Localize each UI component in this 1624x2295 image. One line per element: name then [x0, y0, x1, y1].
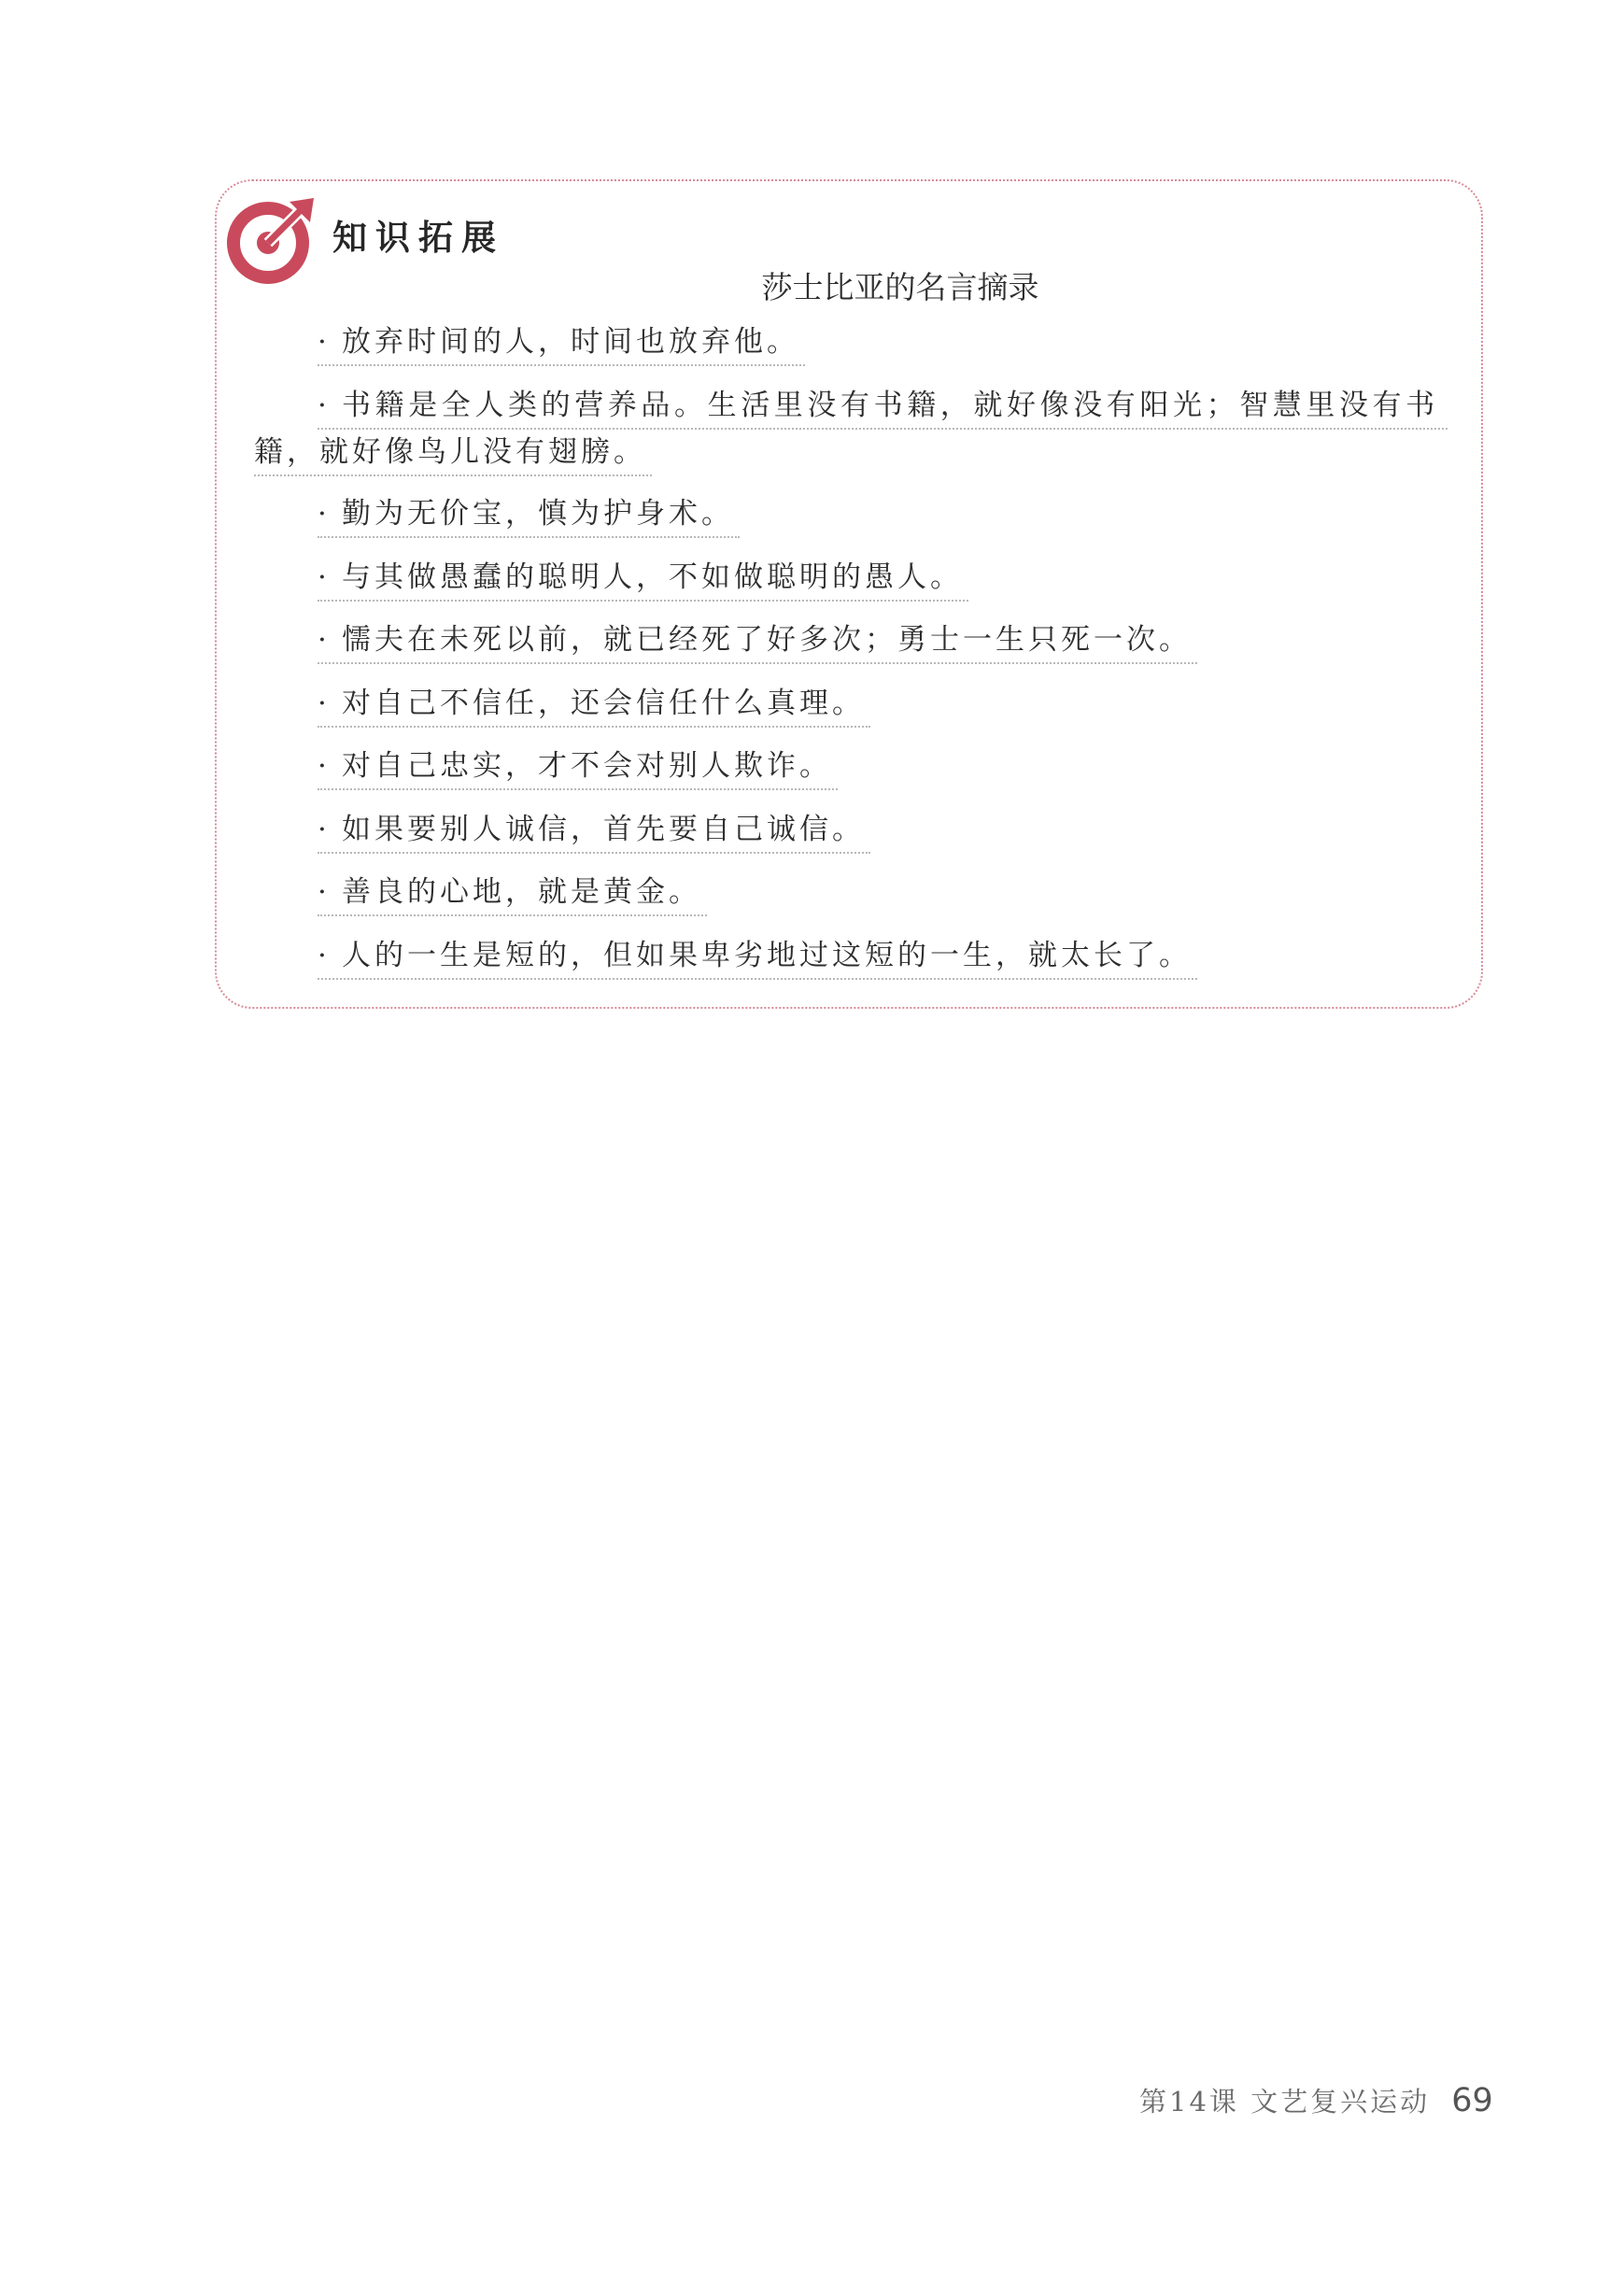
- bullet: ·: [318, 939, 331, 972]
- section-title: 知识拓展: [332, 218, 504, 258]
- bullet: ·: [318, 497, 331, 531]
- quote-text: 与其做愚蠢的聪明人，不如做聪明的愚人。: [342, 560, 963, 594]
- footer-lesson-title: 第14课 文艺复兴运动: [1139, 2086, 1431, 2118]
- quote-item: [318, 617, 1197, 664]
- quote-item: [254, 383, 1447, 476]
- quote-item: [318, 870, 707, 916]
- quote-item: [318, 491, 740, 538]
- quote-text-line-1: 书籍是全人类的营养品。生活里没有书籍，就好像没有阳光；智慧里没有书: [342, 389, 1439, 422]
- quote-item: [318, 807, 870, 854]
- bullet: ·: [318, 749, 331, 783]
- quote-item: [318, 555, 968, 602]
- quote-text: 对自己忠实，才不会对别人欺诈。: [342, 749, 832, 783]
- quote-text: 放弃时间的人，时间也放弃他。: [342, 325, 799, 359]
- bullet: ·: [318, 623, 331, 657]
- quote-text: 对自己不信任，还会信任什么真理。: [342, 687, 865, 720]
- quote-text-line-2: 籍，就好像鸟儿没有翅膀。: [254, 430, 652, 476]
- quote-item: [318, 681, 870, 728]
- quote-text: 人的一生是短的，但如果卑劣地过这短的一生，就太长了。: [342, 939, 1192, 972]
- quote-item: [318, 933, 1197, 980]
- quote-text: 懦夫在未死以前，就已经死了好多次；勇士一生只死一次。: [342, 623, 1192, 657]
- bullet: ·: [318, 813, 331, 846]
- quote-item: [318, 319, 805, 366]
- quote-text: 勤为无价宝，慎为护身术。: [342, 497, 734, 531]
- bullet: ·: [318, 560, 331, 594]
- quote-text: 如果要别人诚信，首先要自己诚信。: [342, 813, 865, 846]
- article-title: 莎士比亚的名言摘录: [761, 269, 1039, 305]
- quote-item: [318, 744, 838, 790]
- page-number: 69: [1451, 2081, 1493, 2119]
- bullet: ·: [318, 325, 331, 359]
- quote-text: 善良的心地，就是黄金。: [342, 875, 701, 909]
- bullet: ·: [318, 389, 332, 422]
- page-footer: [1139, 2081, 1493, 2119]
- bullet: ·: [318, 875, 331, 909]
- knowledge-extension-box: [215, 179, 1483, 1009]
- bullet: ·: [318, 687, 331, 720]
